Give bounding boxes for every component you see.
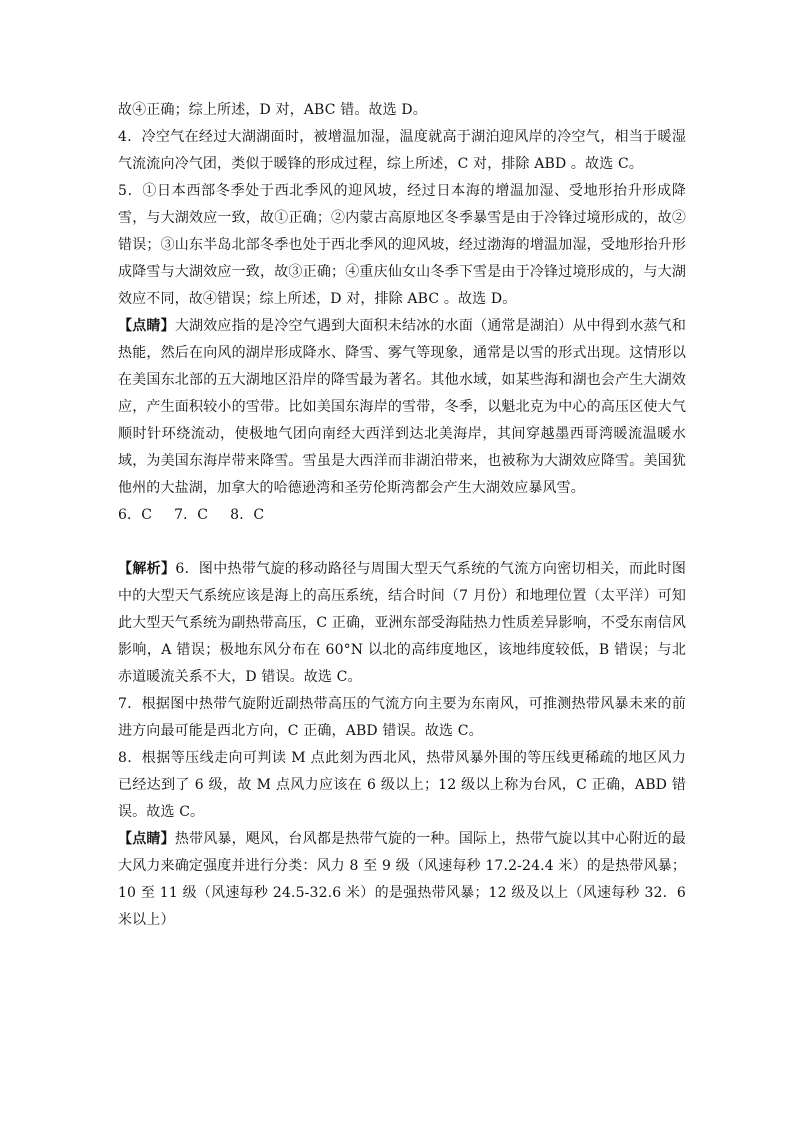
key-point-tag: 【点睛】 xyxy=(118,318,175,334)
answer-explanation-7: 7．根据图中热带气旋附近副热带高压的气流方向主要为东南风，可推测热带风暴未来的前进方向最可能是西北方向，C 正确，ABD 错误。故选 C。 xyxy=(118,696,686,739)
analysis-tag: 【解析】 xyxy=(118,561,176,577)
document-page xyxy=(118,97,686,934)
analysis-text: 6．图中热带气旋的移动路径与周围大型天气系统的气流方向密切相关，而此时图中的大型天气系统应该是海上的高压系统，结合时间（7 月份）和地理位置（太平洋）可知此大型天气系统为副热带高压，C 正确，亚洲东部受海陆热力性质差异影响，不受东南信风影响，A 错误；极地东风分布在 60°N 以北的高纬度地区，该地纬度较低，B 错误；与北赤道暖流关系不大，D 错误。故选 C。 xyxy=(118,561,686,685)
answer-explanation-3-end: 故④正确；综上所述，D 对，ABC 错。故选 D。 xyxy=(118,102,427,118)
answer-6: 6．C xyxy=(118,507,153,523)
key-point-tag: 【点睛】 xyxy=(118,831,175,847)
blank-gap xyxy=(118,529,686,556)
key-point-text: 热带风暴，飓风，台风都是热带气旋的一种。国际上，热带气旋以其中心附近的最大风力来确定强度并进行分类：风力 8 至 9 级（风速每秒 17.2-24.4 米）的是热带风暴；10 至 11 级（风速每秒 24.5-32.6 米）的是强热带风暴；12 级及以上（风速每秒 32．6 米以上） xyxy=(118,831,686,928)
answer-explanation-8: 8．根据等压线走向可判读 M 点此刻为西北风，热带风暴外围的等压线更稀疏的地区风力已经达到了 6 级，故 M 点风力应该在 6 级以上；12 级以上称为台风，C 正确，ABD 错误。故选 C。 xyxy=(118,750,686,820)
key-point-note-2 xyxy=(118,826,686,934)
key-point-text: 大湖效应指的是冷空气遇到大面积未结冰的水面（通常是湖泊）从中得到水蒸气和热能，然后在向风的湖岸形成降水、降雪、雾气等现象，通常是以雪的形式出现。这情形以在美国东北部的五大湖地区沿岸的降雪最为著名。其他水域，如某些海和湖也会产生大湖效应，产生面积较小的雪带。比如美国东海岸的雪带，冬季，以魁北克为中心的高压区使大气顺时针环绕流动，使极地气团向南经大西洋到达北美海岸，其间穿越墨西哥湾暖流温暖水域，为美国东海岸带来降雪。雪虽是大西洋而非湖泊带来，也被称为大湖效应降雪。美国犹他州的大盐湖，加拿大的哈德逊湾和圣劳伦斯湾都会产生大湖效应暴风雪。 xyxy=(118,318,686,496)
answer-explanation-4: 4．冷空气在经过大湖湖面时，被增温加湿，温度就高于湖泊迎风岸的冷空气，相当于暖湿气流流向冷气团，类似于暖锋的形成过程，综上所述，C 对，排除 ABD 。故选 C。 xyxy=(118,129,686,172)
key-point-note-1 xyxy=(118,313,686,502)
answer-key-row xyxy=(118,502,686,529)
answer-8: 8．C xyxy=(230,507,265,523)
answer-explanation-5: 5．①日本西部冬季处于西北季风的迎风坡，经过日本海的增温加湿、受地形抬升形成降雪，与大湖效应一致，故①正确；②内蒙古高原地区冬季暴雪是由于冷锋过境形成的，故②错误；③山东半岛北部冬季也处于西北季风的迎风坡，经过渤海的增温加湿，受地形抬升形成降雪与大湖效应一致，故③正确；④重庆仙女山冬季下雪是由于冷锋过境形成的，与大湖效应不同，故④错误；综上所述，D 对，排除 ABC 。故选 D。 xyxy=(118,183,686,307)
answer-7: 7．C xyxy=(174,507,209,523)
analysis-6 xyxy=(118,556,686,691)
